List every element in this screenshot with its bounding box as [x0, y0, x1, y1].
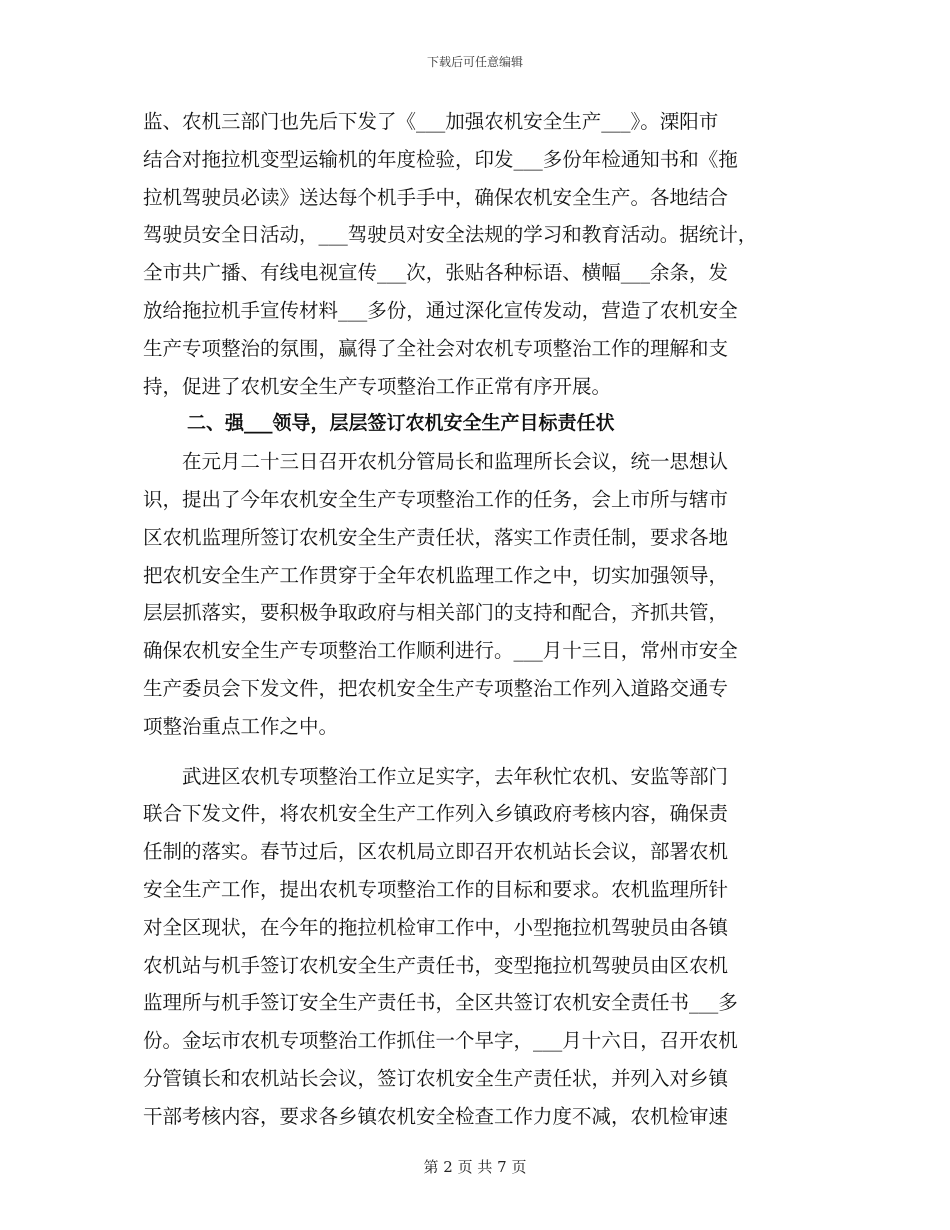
body-line: 武进区农机专项整治工作立足实字，去年秋忙农机、安监等部门	[143, 764, 729, 788]
body-line: 拉机驾驶员必读》送达每个机手手中，确保农机安全生产。各地结合	[143, 185, 729, 209]
body-line: 生产专项整治的氛围，赢得了全社会对农机专项整治工作的理解和支	[143, 336, 729, 360]
page-number: 第 2 页 共 7 页	[423, 1158, 527, 1176]
body-line: 区农机监理所签订农机安全生产责任状，落实工作责任制，要求各地	[143, 525, 729, 549]
section-heading: 二、强___领导，层层签订农机安全生产目标责任状	[187, 412, 615, 435]
body-line: 在元月二十三日召开农机分管局长和监理所长会议，统一思想认	[143, 450, 729, 474]
body-line: 任制的落实。春节过后，区农机局立即召开农机站长会议，部署农机	[143, 840, 729, 864]
body-line: 对全区现状，在今年的拖拉机检审工作中，小型拖拉机驾驶员由各镇	[143, 915, 729, 939]
body-line: 放给拖拉机手宣传材料___多份，通过深化宣传发动，营造了农机安全	[143, 298, 738, 322]
header-note: 下载后可任意编辑	[426, 55, 523, 69]
body-line: 监、农机三部门也先后下发了《___加强农机安全生产___》。溧阳市	[143, 110, 719, 133]
body-line: 层层抓落实，要积极争取政府与相关部门的支持和配合，齐抓共管，	[143, 601, 729, 625]
body-line: 监理所与机手签订安全生产责任书，全区共签订农机安全责任书___多	[143, 991, 738, 1015]
body-line: 安全生产工作，提出农机专项整治工作的目标和要求。农机监理所针	[143, 877, 729, 901]
paragraph-gap	[143, 746, 813, 758]
body-line: 生产委员会下发文件，把农机安全生产专项整治工作列入道路交通专	[143, 676, 729, 700]
body-line: 农机站与机手签订农机安全生产责任书，变型拖拉机驾驶员由区农机	[143, 953, 729, 977]
document-body	[143, 103, 813, 1136]
body-line: 联合下发文件，将农机安全生产工作列入乡镇政府考核内容，确保责	[143, 802, 729, 826]
body-line: 干部考核内容，要求各乡镇农机安全检查工作力度不减，农机检审速	[143, 1104, 729, 1128]
body-line: 全市共广播、有线电视宣传___次，张贴各种标语、横幅___余条，发	[143, 261, 729, 285]
body-line: 确保农机安全生产专项整治工作顺利进行。___月十三日，常州市安全	[143, 639, 738, 663]
body-line: 分管镇长和农机站长会议，签订农机安全生产责任状，并列入对乡镇	[143, 1066, 729, 1090]
body-line: 份。金坛市农机专项整治工作抓住一个早字，___月十六日，召开农机	[143, 1029, 738, 1053]
body-line: 项整治重点工作之中。	[143, 714, 339, 738]
body-line: 结合对拖拉机变型运输机的年度检验，印发___多份年检通知书和《拖	[143, 147, 738, 171]
body-line: 持，促进了农机安全生产专项整治工作正常有序开展。	[143, 374, 612, 398]
body-line: 识，提出了今年农机安全生产专项整治工作的任务，会上市所与辖市	[143, 487, 729, 511]
body-line: 把农机安全生产工作贯穿于全年农机监理工作之中，切实加强领导，	[143, 563, 729, 587]
body-line: 驾驶员安全日活动，___驾驶员对安全法规的学习和教育活动。据统计，	[143, 223, 758, 247]
